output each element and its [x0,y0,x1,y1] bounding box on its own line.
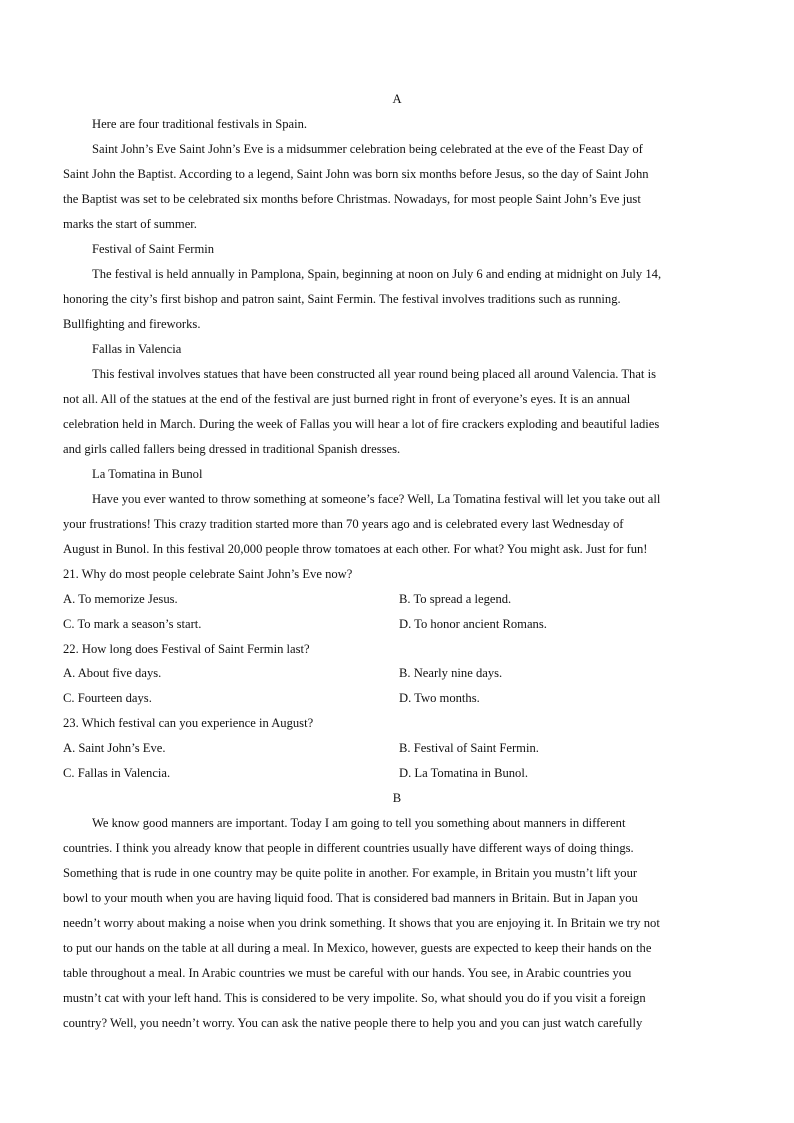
option-b: B. Nearly nine days. [399,666,503,680]
paragraph-line: your frustrations! This crazy tradition started more than 70 years ago and is celebrated every last Wednesday of [63,517,624,531]
paragraph-line: Saint John’s Eve Saint John’s Eve is a midsummer celebration being celebrated at the eve of the Feast Day of [92,142,643,156]
option-d: D. La Tomatina in Bunol. [399,766,529,780]
question-21: 21. Why do most people celebrate Saint John’s Eve now? [63,567,353,581]
paragraph-line: August in Bunol. In this festival 20,000 people throw tomatoes at each other. For what? You might ask. Just for fun! [63,542,648,556]
option-c: C. Fallas in Valencia. [63,766,171,780]
paragraph-line: and girls called fallers being dressed in traditional Spanish dresses. [63,442,401,456]
paragraph-line: Saint John the Baptist. According to a legend, Saint John was born six months before Jesus, so the day of Saint John [63,167,649,181]
paragraph-line: Something that is rude in one country may be quite polite in another. For example, in Britain you mustn’t lift your [63,866,638,880]
paragraph-line: countries. I think you already know that people in different countries usually have different ways of doing things. [63,841,634,855]
paragraph-line: We know good manners are important. Today I am going to tell you something about manners in different [92,816,626,830]
question-23: 23. Which festival can you experience in August? [63,716,314,730]
festival-title: Festival of Saint Fermin [92,242,215,256]
paragraph-line: table throughout a meal. In Arabic countries we must be careful with our hands. You see, in Arabic countries you [63,966,632,980]
question-22: 22. How long does Festival of Saint Fermin last? [63,642,310,656]
paragraph-line: This festival involves statues that have been constructed all year round being placed all around Valencia. That is [92,367,656,381]
paragraph-line: Bullfighting and fireworks. [63,317,201,331]
paragraph-line: Have you ever wanted to throw something at someone’s face? Well, La Tomatina festival will let you take out all [92,492,661,506]
paragraph-line: bowl to your mouth when you are having liquid food. That is considered bad manners in Britain. But in Japan you [63,891,638,905]
option-a: A. To memorize Jesus. [63,592,178,606]
paragraph-line: to put our hands on the table at all during a meal. In Mexico, however, guests are expected to keep their hands on the [63,941,652,955]
paragraph-line: country? Well, you needn’t worry. You can ask the native people there to help you and you can just watch carefully [63,1016,643,1030]
paragraph-line: honoring the city’s first bishop and patron saint, Saint Fermin. The festival involves traditions such as running. [63,292,621,306]
section-b-heading: B [392,791,402,805]
festival-title: La Tomatina in Bunol [92,467,203,481]
paragraph-line: the Baptist was set to be celebrated six months before Christmas. Nowadays, for most people Saint John’s Eve just [63,192,641,206]
intro-line: Here are four traditional festivals in Spain. [92,117,308,131]
option-b: B. Festival of Saint Fermin. [399,741,539,755]
paragraph-line: The festival is held annually in Pamplona, Spain, beginning at noon on July 6 and ending at midnight on July 14, [92,267,662,281]
option-c: C. To mark a season’s start. [63,617,202,631]
paragraph-line: not all. All of the statues at the end of the festival are just burned right in front of everyone’s eyes. It is an annual [63,392,631,406]
option-a: A. About five days. [63,666,162,680]
section-a-heading: A [392,92,402,106]
option-d: D. To honor ancient Romans. [399,617,547,631]
paragraph-line: mustn’t cat with your left hand. This is considered to be very impolite. So, what should you do if you visit a foreign [63,991,646,1005]
option-d: D. Two months. [399,691,480,705]
festival-title: Fallas in Valencia [92,342,182,356]
paragraph-line: marks the start of summer. [63,217,197,231]
paragraph-line: celebration held in March. During the week of Fallas you will hear a lot of fire crackers exploding and beautiful ladies [63,417,660,431]
option-b: B. To spread a legend. [399,592,512,606]
option-c: C. Fourteen days. [63,691,152,705]
option-a: A. Saint John’s Eve. [63,741,166,755]
paragraph-line: needn’t worry about making a noise when you drink something. It shows that you are enjoying it. In Britain we try not [63,916,660,930]
